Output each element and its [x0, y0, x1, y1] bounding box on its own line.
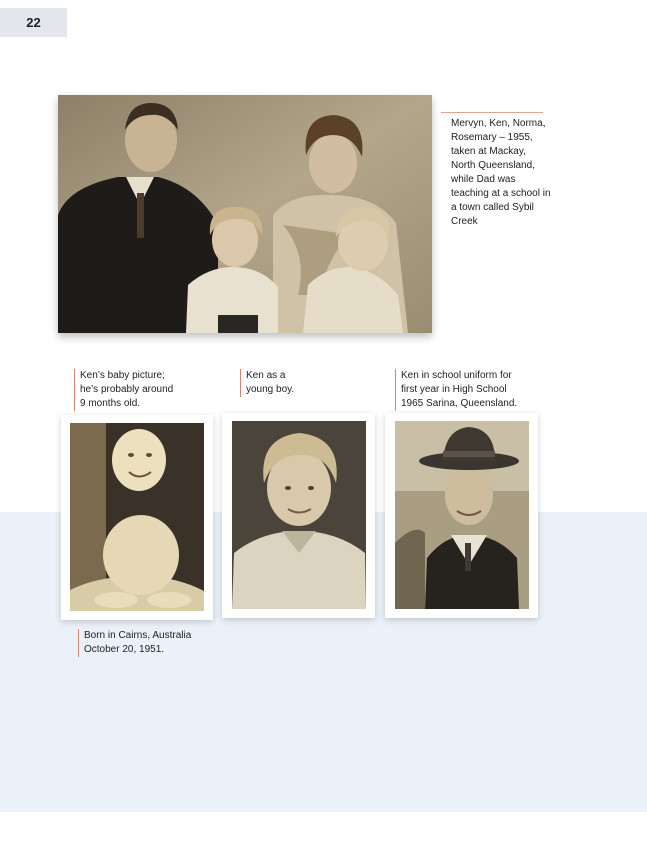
school-uniform-photo-image	[385, 413, 538, 618]
young-boy-photo-image	[222, 413, 375, 618]
young-boy-photo	[222, 413, 375, 618]
family-caption-rule	[441, 112, 543, 113]
family-photo-caption: Mervyn, Ken, Norma, Rosemary – 1955, taken at Mackay, North Queensland, while Dad was teaching at a school in a town called Sybil Creek	[451, 118, 551, 227]
young-boy-photo-caption: Ken as a young boy.	[240, 369, 356, 397]
baby-photo	[61, 415, 213, 620]
birth-note-caption: Born in Cairns, Australia October 20, 1951.	[78, 629, 234, 657]
page-number-tab	[0, 8, 67, 37]
page-number: 22	[26, 15, 41, 30]
school-uniform-photo	[385, 413, 538, 618]
school-photo-caption: Ken in school uniform for first year in High School 1965 Sarina, Queensland.	[395, 369, 541, 411]
baby-photo-image	[61, 415, 213, 620]
baby-photo-caption: Ken’s baby picture; he’s probably around 9 months old.	[74, 369, 210, 411]
family-photo-image	[58, 95, 432, 333]
family-photo	[58, 95, 432, 333]
